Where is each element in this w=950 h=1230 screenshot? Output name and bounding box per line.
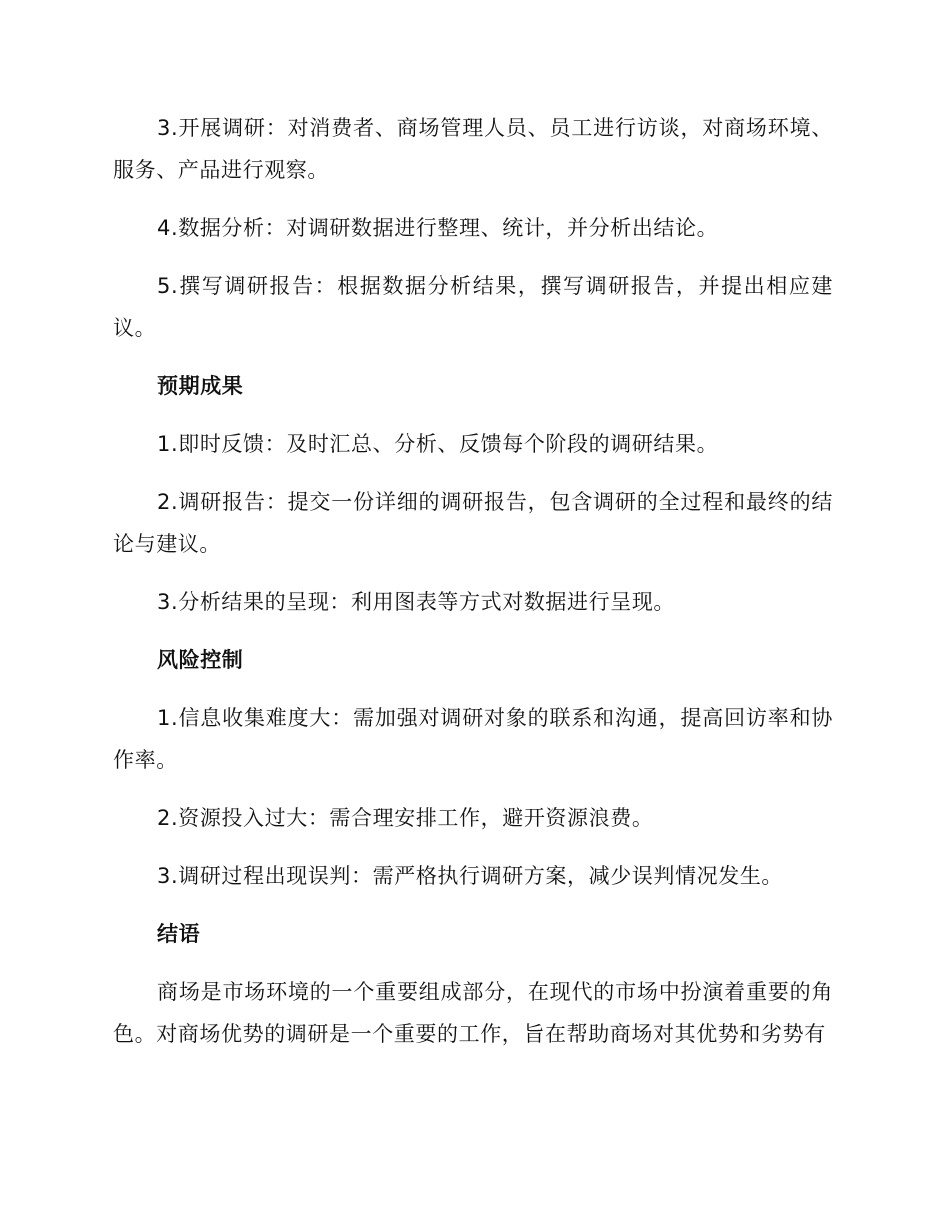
expected-results-heading: 预期成果 [157,374,244,398]
conclusion-heading: 结语 [157,922,201,946]
conclusion-paragraph: 商场是市场环境的一个重要组成部分，在现代的市场中扮演着重要的角色。对商场优势的调研是一个重要的工作，旨在帮助商场对其优势和劣势有 [113,980,833,1046]
method-step-4: 4.数据分析：对调研数据进行整理、统计，并分析出结论。 [157,216,719,240]
method-step-5: 5.撰写调研报告：根据数据分析结果，撰写调研报告，并提出相应建议。 [113,274,833,340]
document-page [113,107,833,1055]
risk-item-1: 1.信息收集难度大：需加强对调研对象的联系和沟通，提高回访率和协作率。 [113,706,833,772]
risk-control-heading: 风险控制 [157,648,244,672]
expected-result-1: 1.即时反馈：及时汇总、分析、反馈每个阶段的调研结果。 [157,432,719,456]
expected-result-3: 3.分析结果的呈现：利用图表等方式对数据进行呈现。 [157,590,676,614]
method-step-3: 3.开展调研：对消费者、商场管理人员、员工进行访谈，对商场环境、服务、产品进行观察。 [113,116,833,182]
expected-result-2: 2.调研报告：提交一份详细的调研报告，包含调研的全过程和最终的结论与建议。 [113,490,833,556]
risk-item-2: 2.资源投入过大：需合理安排工作，避开资源浪费。 [157,806,654,830]
risk-item-3: 3.调研过程出现误判：需严格执行调研方案，减少误判情况发生。 [157,864,784,888]
